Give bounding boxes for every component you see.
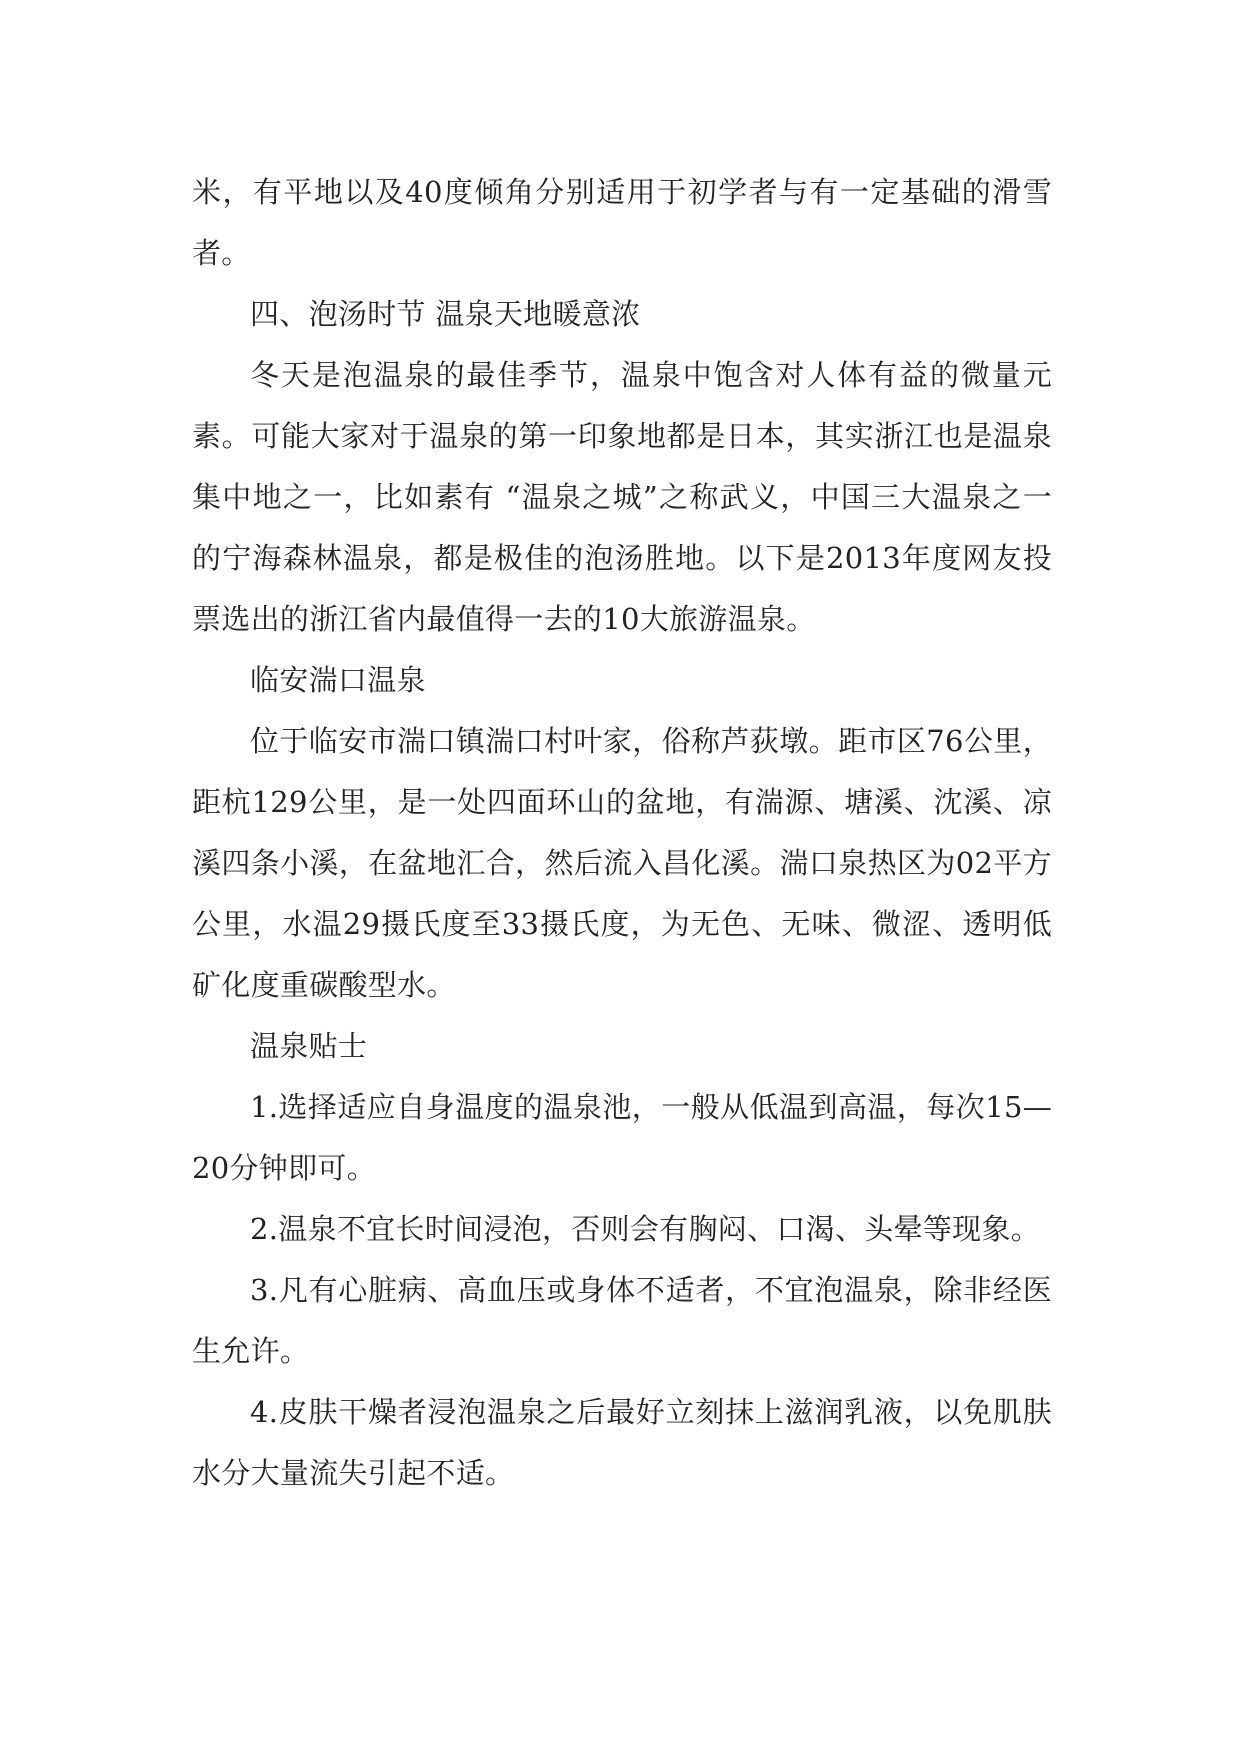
- paragraph-continuation: 米，有平地以及40度倾角分别适用于初学者与有一定基础的滑雪者。: [192, 175, 1052, 270]
- document-body: [192, 162, 1052, 1504]
- tip-item-4: 4.皮肤干燥者浸泡温泉之后最好立刻抹上滋润乳液，以免肌肤水分大量流失引起不适。: [192, 1395, 1052, 1490]
- paragraph-intro: 冬天是泡温泉的最佳季节，温泉中饱含对人体有益的微量元素。可能大家对于温泉的第一印象地都是日本，其实浙江也是温泉集中地之一，比如素有 “温泉之城”之称武义，中国三大温泉之一的宁海森林温泉，都是极佳的泡汤胜地。以下是2013年度网友投票选出的浙江省内最值得一去的10大旅游温泉。: [192, 358, 1052, 636]
- tip-item-1: 1.选择适应自身温度的温泉池，一般从低温到高温，每次15—20分钟即可。: [192, 1090, 1052, 1185]
- section-heading: 四、泡汤时节 温泉天地暖意浓: [250, 297, 641, 331]
- tip-item-2: 2.温泉不宜长时间浸泡，否则会有胸闷、口渴、头晕等现象。: [250, 1212, 1041, 1246]
- subheading-tips: 温泉贴士: [250, 1029, 368, 1063]
- subheading-hot-spring: 临安湍口温泉: [250, 663, 426, 697]
- tip-item-3: 3.凡有心脏病、高血压或身体不适者，不宜泡温泉，除非经医生允许。: [192, 1273, 1052, 1368]
- paragraph-location: 位于临安市湍口镇湍口村叶家，俗称芦荻墩。距市区76公里，距杭129公里，是一处四面环山的盆地，有湍源、塘溪、沈溪、凉溪四条小溪，在盆地汇合，然后流入昌化溪。湍口泉热区为02平方公里，水温29摄氏度至33摄氏度，为无色、无味、微涩、透明低矿化度重碳酸型水。: [192, 724, 1052, 1002]
